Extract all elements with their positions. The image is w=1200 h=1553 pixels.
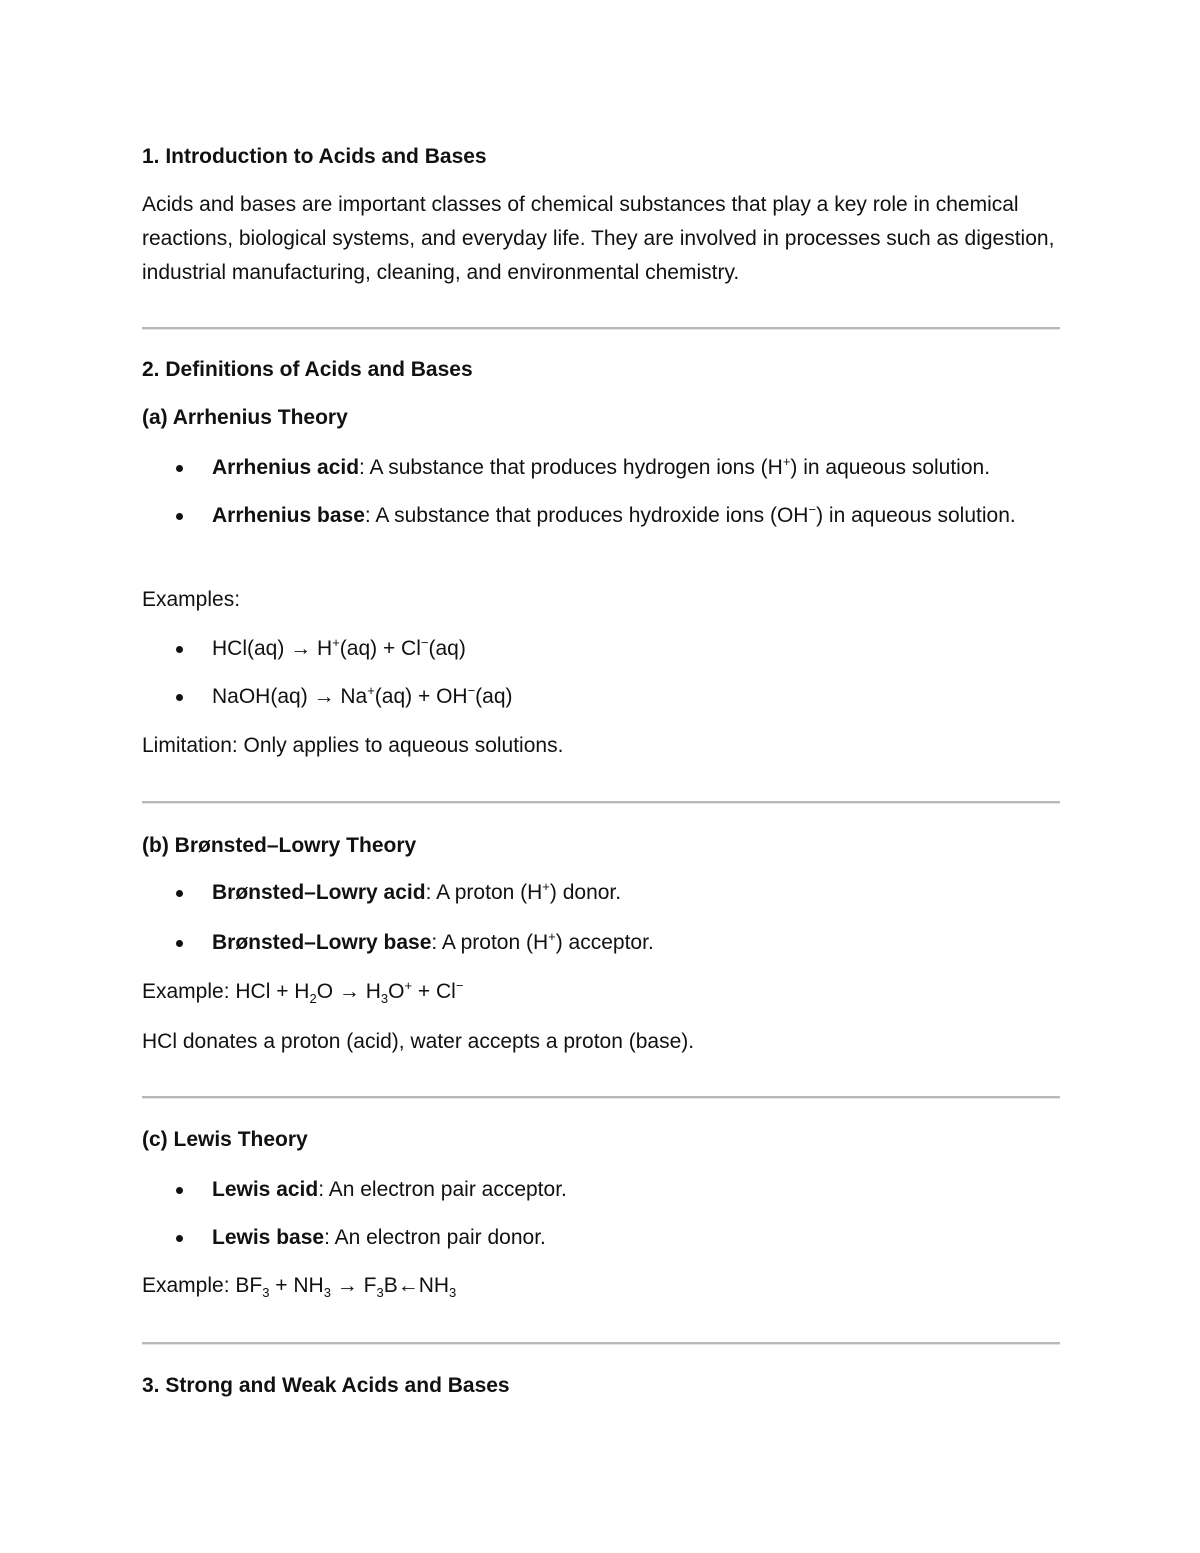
subscript: 3 <box>376 1285 384 1301</box>
bullet-icon <box>176 646 183 653</box>
bronsted-heading: (b) Brønsted–Lowry Theory <box>142 834 417 857</box>
subscript: 3 <box>323 1285 331 1301</box>
horizontal-divider <box>142 327 1060 330</box>
horizontal-divider <box>142 1342 1060 1345</box>
examples-label: Examples: <box>142 588 241 611</box>
bullet-icon <box>176 513 183 520</box>
superscript: − <box>420 635 429 650</box>
equation-text: (aq) <box>475 685 513 708</box>
equation-text: (aq) + Cl <box>339 637 421 660</box>
equation-text: NaOH(aq) → Na <box>212 685 368 708</box>
bullet-icon <box>176 1187 183 1194</box>
equation-text: (aq) + OH <box>374 685 468 708</box>
bullet-icon <box>176 465 183 472</box>
list-item <box>142 499 1062 533</box>
equation-text: O <box>388 980 405 1003</box>
bronsted-definitions-list <box>142 876 1062 910</box>
arrhenius-examples-list <box>142 632 1062 666</box>
list-item <box>142 680 1062 714</box>
arrhenius-examples-list <box>142 680 1062 714</box>
superscript: + <box>332 635 340 650</box>
definition-text: ) in aqueous solution. <box>790 456 991 479</box>
subscript: 2 <box>309 991 317 1007</box>
equation-text: + NH <box>269 1274 324 1297</box>
arrhenius-definitions-list <box>142 451 1062 485</box>
subscript: 3 <box>449 1285 457 1301</box>
equation-text: → F <box>330 1274 377 1297</box>
bullet-icon <box>176 1235 183 1242</box>
bronsted-definitions-list <box>142 926 1062 960</box>
equation-text: O → H <box>316 980 381 1003</box>
list-item <box>142 1173 1062 1207</box>
section-1-heading: 1. Introduction to Acids and Bases <box>142 145 487 168</box>
lewis-definitions-list <box>142 1173 1062 1207</box>
equation-text: + Cl <box>412 980 456 1003</box>
definition-text: : A substance that produces hydroxide ions (OH <box>364 504 809 527</box>
lewis-heading: (c) Lewis Theory <box>142 1128 308 1151</box>
equation-text: B←NH <box>383 1274 450 1297</box>
section-1-body: Acids and bases are important classes of chemical substances that play a key role in chemical reactions, biological systems, and everyday life. They are involved in processes such as digestion, industrial manufacturing, cleaning, and environmental chemistry. <box>142 193 1055 284</box>
subscript: 3 <box>380 991 389 1007</box>
term: Lewis acid <box>212 1178 319 1201</box>
equation-text: (aq) <box>428 637 466 660</box>
definition-text: : A proton (H <box>431 931 549 954</box>
bullet-icon <box>176 940 183 947</box>
term: Arrhenius base <box>212 504 365 527</box>
superscript: − <box>808 502 817 517</box>
superscript: + <box>782 454 791 469</box>
list-item <box>142 926 1062 960</box>
equation-text: Example: HCl + H <box>142 980 310 1003</box>
lewis-example <box>142 1269 1062 1303</box>
term: Lewis base <box>212 1226 325 1249</box>
superscript: + <box>542 879 550 894</box>
equation-text: HCl(aq) → H <box>212 637 333 660</box>
definition-text: : An electron pair donor. <box>324 1226 546 1249</box>
lewis-definitions-list <box>142 1221 1062 1255</box>
list-item <box>142 451 1062 485</box>
definition-text: : A proton (H <box>425 881 543 904</box>
term: Arrhenius acid <box>212 456 360 479</box>
definition-text: : An electron pair acceptor. <box>318 1178 567 1201</box>
superscript: + <box>548 929 556 944</box>
superscript: + <box>404 978 413 993</box>
definition-text: ) acceptor. <box>555 931 654 954</box>
definition-text: ) in aqueous solution. <box>816 504 1016 527</box>
horizontal-divider <box>142 801 1060 804</box>
arrhenius-heading: (a) Arrhenius Theory <box>142 406 348 429</box>
superscript: − <box>467 683 476 698</box>
equation-text: Example: BF <box>142 1274 263 1297</box>
bronsted-example <box>142 975 1062 1009</box>
term: Brønsted–Lowry base <box>212 931 432 954</box>
section-3-heading: 3. Strong and Weak Acids and Bases <box>142 1374 510 1397</box>
list-item <box>142 1221 1062 1255</box>
bullet-icon <box>176 694 183 701</box>
list-item <box>142 632 1062 666</box>
definition-text: ) donor. <box>549 881 622 904</box>
term: Brønsted–Lowry acid <box>212 881 426 904</box>
limitation-text: Limitation: Only applies to aqueous solutions. <box>142 734 564 757</box>
list-item <box>142 876 1062 910</box>
horizontal-divider <box>142 1096 1060 1099</box>
superscript: − <box>455 978 464 993</box>
superscript: + <box>367 683 375 698</box>
bullet-icon <box>176 890 183 897</box>
section-2-heading: 2. Definitions of Acids and Bases <box>142 358 473 381</box>
bronsted-explanation: HCl donates a proton (acid), water accepts a proton (base). <box>142 1030 695 1053</box>
definition-text: : A substance that produces hydrogen ions (H <box>359 456 783 479</box>
arrhenius-definitions-list <box>142 499 1062 533</box>
subscript: 3 <box>262 1285 270 1301</box>
